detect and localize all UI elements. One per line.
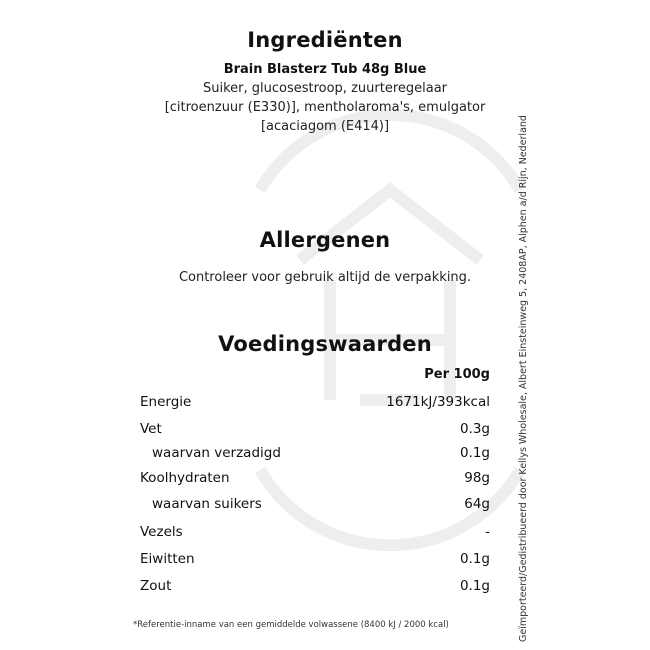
table-row — [140, 551, 490, 571]
importer-address: Geïmporteerd/Gedistribueerd door Kellys Wholesale, Albert Einsteinweg 5, 2408AP, Alphen a/d Rijn, Nederland — [518, 115, 529, 642]
row-label: Energie — [140, 394, 192, 410]
nutrition-heading: Voedingswaarden — [218, 332, 432, 356]
row-value: 0.1g — [459, 578, 490, 594]
reference-intake-footnote: *Referentie-inname van een gemiddelde volwassene (8400 kJ / 2000 kcal) — [133, 620, 449, 630]
row-label: Zout — [140, 578, 172, 594]
table-row — [140, 524, 490, 544]
table-row — [140, 578, 490, 598]
table-row — [140, 394, 490, 414]
table-row — [140, 470, 490, 490]
ingredients-line-2: [citroenzuur (E330)], mentholaroma's, emulgator — [164, 100, 486, 115]
row-value: 64g — [464, 496, 490, 512]
nutrition-table — [140, 367, 490, 607]
row-label: Koolhydraten — [140, 470, 230, 486]
nutrition-column-header-row — [140, 367, 490, 387]
allergens-text: Controleer voor gebruik altijd de verpakking. — [178, 270, 472, 285]
row-value: 0.3g — [459, 421, 490, 437]
product-name: Brain Blasterz Tub 48g Blue — [223, 62, 427, 77]
table-row — [140, 496, 490, 516]
allergens-heading: Allergenen — [259, 228, 391, 252]
row-label: Vet — [140, 421, 162, 437]
ingredients-line-1: Suiker, glucosestroop, zuurteregelaar — [202, 81, 448, 96]
table-row — [140, 445, 490, 465]
row-value: 0.1g — [459, 551, 490, 567]
ingredients-heading: Ingrediënten — [247, 28, 403, 52]
row-value: 1671kJ/393kcal — [386, 394, 490, 410]
row-label: Vezels — [140, 524, 183, 540]
row-value: 0.1g — [459, 445, 490, 461]
row-label: waarvan verzadigd — [152, 445, 281, 461]
table-row — [140, 421, 490, 441]
row-value: - — [485, 524, 490, 540]
ingredients-line-3: [acaciagom (E414)] — [260, 119, 390, 134]
row-label: Eiwitten — [140, 551, 195, 567]
column-header-per-100g: Per 100g — [424, 367, 490, 382]
row-value: 98g — [464, 470, 490, 486]
row-label: waarvan suikers — [152, 496, 262, 512]
